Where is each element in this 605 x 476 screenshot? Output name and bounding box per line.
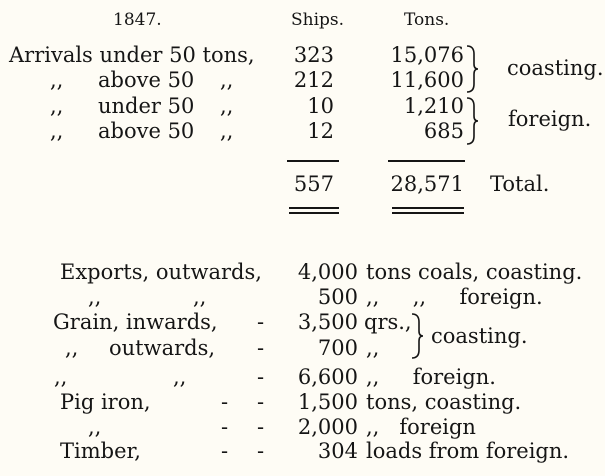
ships-double-rule-2 — [289, 212, 339, 214]
ships-double-rule-1 — [289, 207, 339, 209]
total-ships: 557 — [293, 172, 334, 196]
tons-double-rule-2 — [392, 212, 464, 214]
arrivals-row-1-ships: 323 — [293, 43, 334, 67]
tons-double-rule-1 — [392, 207, 464, 209]
tons-top-rule — [388, 160, 465, 162]
arrivals-row-1-tons: 15,076 — [390, 43, 464, 67]
arrivals-row-4-tons: 685 — [423, 119, 464, 143]
exports-row-2-ditto-2: ,, — [193, 285, 207, 309]
exports-row-1-label: Exports, outwards, — [60, 260, 262, 284]
grain-inwards-label: Grain, inwards, — [53, 310, 218, 334]
total-label: Total. — [490, 172, 550, 196]
grain-coasting-label: coasting. — [431, 324, 528, 348]
pig-iron-foreign-dash-1: - — [221, 415, 229, 439]
foreign-group-label: foreign. — [508, 107, 592, 131]
grain-outwards-dash: - — [257, 336, 265, 360]
exports-row-1-desc: tons coals, coasting. — [366, 260, 583, 284]
timber-dash-1: - — [221, 439, 229, 463]
grain-foreign-qty: 6,600 — [297, 365, 358, 389]
arrivals-row-3-tons: 1,210 — [403, 94, 464, 118]
grain-outwards-ditto: ,, — [65, 336, 79, 360]
exports-row-2-desc: ,, ,, foreign. — [366, 285, 543, 309]
arrivals-row-1-label: Arrivals under 50 tons, — [9, 43, 255, 67]
timber-desc: loads from foreign. — [366, 439, 570, 463]
exports-row-1-qty: 4,000 — [297, 260, 358, 284]
tons-column-heading: Tons. — [404, 10, 450, 30]
coasting-group-label: coasting. — [507, 56, 604, 80]
grain-outwards-qty: 700 — [317, 336, 358, 360]
grain-outwards-desc: ,, — [366, 336, 380, 360]
pig-iron-desc: tons, coasting. — [366, 390, 522, 414]
arrivals-row-4-ditto-2: ,, — [220, 119, 234, 143]
ships-column-heading: Ships. — [291, 10, 345, 30]
pig-iron-foreign-desc: ,, foreign — [366, 415, 476, 439]
pig-iron-qty: 1,500 — [297, 390, 358, 414]
grain-inwards-desc: qrs., — [364, 310, 412, 334]
grain-inwards-dash: - — [257, 310, 265, 334]
total-tons: 28,571 — [390, 172, 464, 196]
pig-iron-foreign-dash-2: - — [257, 415, 265, 439]
grain-coasting-brace — [410, 312, 424, 360]
arrivals-row-2-ditto: ,, — [50, 68, 64, 92]
grain-foreign-ditto: ,, — [54, 365, 68, 389]
grain-foreign-desc: ,, foreign. — [366, 365, 496, 389]
grain-inwards-qty: 3,500 — [297, 310, 358, 334]
pig-iron-dash-2: - — [257, 390, 265, 414]
grain-outwards-label: outwards, — [109, 336, 216, 360]
pig-iron-foreign-qty: 2,000 — [297, 415, 358, 439]
timber-label: Timber, — [60, 439, 141, 463]
foreign-brace — [465, 96, 479, 146]
timber-qty: 304 — [317, 439, 358, 463]
arrivals-row-3-ditto: ,, — [50, 94, 64, 118]
arrivals-row-3-label: under 50 — [98, 94, 195, 118]
pig-iron-label: Pig iron, — [60, 390, 151, 414]
arrivals-row-2-label: above 50 — [98, 68, 195, 92]
grain-foreign-dash: - — [257, 365, 265, 389]
grain-foreign-ditto-2: ,, — [173, 365, 187, 389]
arrivals-row-4-label: above 50 — [98, 119, 195, 143]
exports-row-2-ditto: ,, — [88, 285, 102, 309]
year-heading: 1847. — [113, 10, 162, 30]
arrivals-row-4-ditto: ,, — [50, 119, 64, 143]
timber-dash-2: - — [257, 439, 265, 463]
exports-row-2-qty: 500 — [317, 285, 358, 309]
arrivals-row-3-ships: 10 — [307, 94, 334, 118]
ships-top-rule — [287, 160, 339, 162]
arrivals-row-2-tons: 11,600 — [390, 68, 464, 92]
pig-iron-dash-1: - — [221, 390, 229, 414]
arrivals-row-2-ships: 212 — [293, 68, 334, 92]
coasting-brace — [465, 44, 479, 94]
arrivals-row-2-ditto-2: ,, — [220, 68, 234, 92]
arrivals-row-3-ditto-2: ,, — [220, 94, 234, 118]
pig-iron-foreign-ditto: ,, — [88, 415, 102, 439]
arrivals-row-4-ships: 12 — [307, 119, 334, 143]
